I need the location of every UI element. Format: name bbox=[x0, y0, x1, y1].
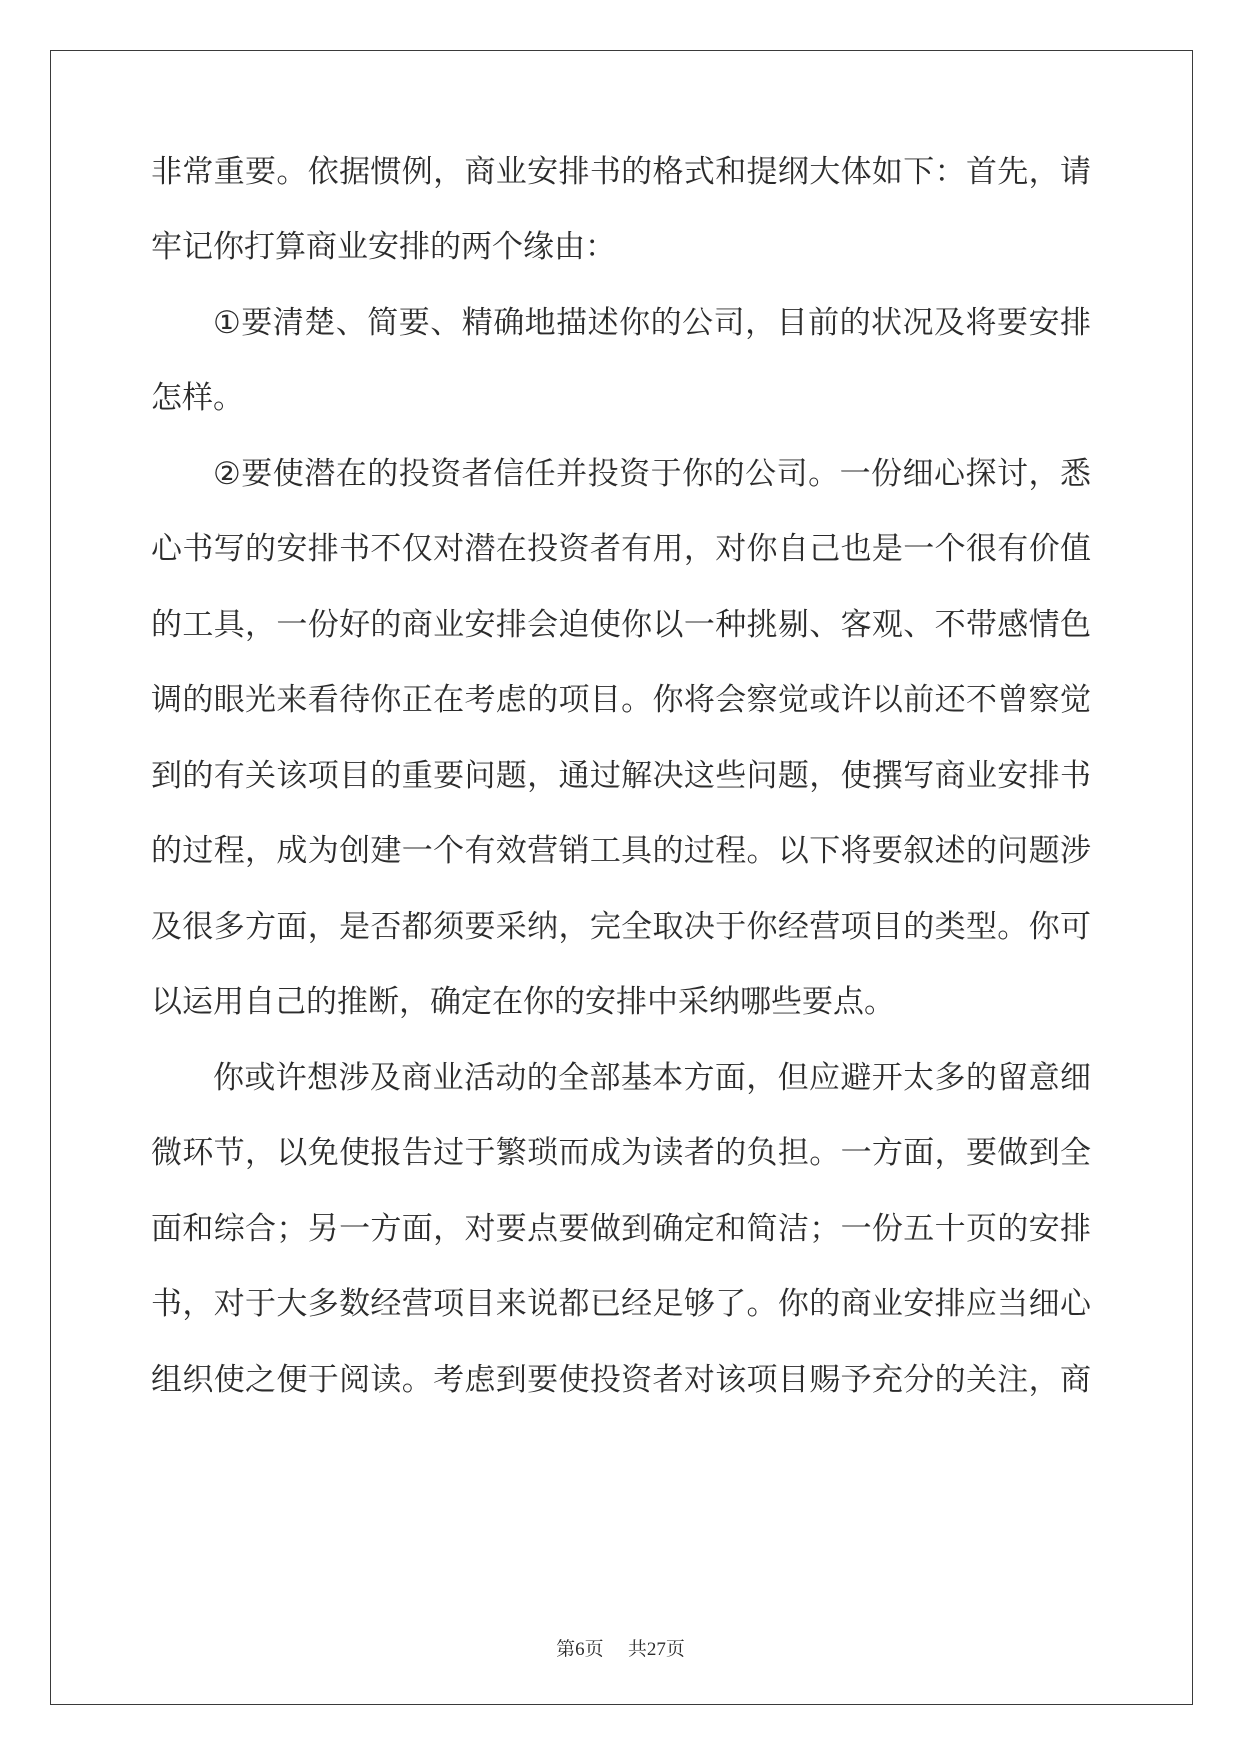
text-line: 你或许想涉及商业活动的全部基本方面，但应避开太多的留意细 bbox=[213, 1060, 1091, 1096]
text-line: 调的眼光来看待你正在考虑的项目。你将会察觉或许以前还不曾察觉 bbox=[151, 682, 1091, 718]
text-line: 以运用自己的推断，确定在你的安排中采纳哪些要点。 bbox=[151, 984, 895, 1020]
text-line: 的过程，成为创建一个有效营销工具的过程。以下将要叙述的问题涉 bbox=[151, 833, 1091, 869]
page-footer bbox=[0, 1637, 1241, 1662]
text-line: 的工具，一份好的商业安排会迫使你以一种挑剔、客观、不带感情色 bbox=[151, 607, 1091, 643]
page-current: 6 bbox=[575, 1639, 585, 1660]
page-total: 27 bbox=[646, 1639, 666, 1660]
page-unit: 页 bbox=[584, 1638, 604, 1660]
text-line: 组织使之便于阅读。考虑到要使投资者对该项目赐予充分的关注，商 bbox=[151, 1362, 1091, 1398]
text-line: 非常重要。依据惯例，商业安排书的格式和提纲大体如下：首先，请 bbox=[151, 154, 1091, 190]
text-line: 面和综合；另一方面，对要点要做到确定和简洁；一份五十页的安排 bbox=[151, 1211, 1091, 1247]
text-line: 到的有关该项目的重要问题，通过解决这些问题，使撰写商业安排书 bbox=[151, 758, 1091, 794]
text-line: 心书写的安排书不仅对潜在投资者有用，对你自己也是一个很有价值 bbox=[151, 531, 1091, 567]
text-line: 书，对于大多数经营项目来说都已经足够了。你的商业安排应当细心 bbox=[151, 1286, 1091, 1322]
page-prefix: 第 bbox=[556, 1638, 576, 1660]
text-line: ①要清楚、简要、精确地描述你的公司，目前的状况及将要安排 bbox=[213, 305, 1091, 341]
text-line: 及很多方面，是否都须要采纳，完全取决于你经营项目的类型。你可 bbox=[151, 909, 1091, 945]
page-border bbox=[50, 50, 1193, 1705]
total-prefix: 共 bbox=[627, 1638, 647, 1660]
total-unit: 页 bbox=[665, 1638, 685, 1660]
text-line: 牢记你打算商业安排的两个缘由： bbox=[151, 229, 616, 265]
text-line: 微环节，以免使报告过于繁琐而成为读者的负担。一方面，要做到全 bbox=[151, 1135, 1091, 1171]
text-line: ②要使潜在的投资者信任并投资于你的公司。一份细心探讨，悉 bbox=[213, 456, 1091, 492]
text-line: 怎样。 bbox=[151, 380, 244, 416]
